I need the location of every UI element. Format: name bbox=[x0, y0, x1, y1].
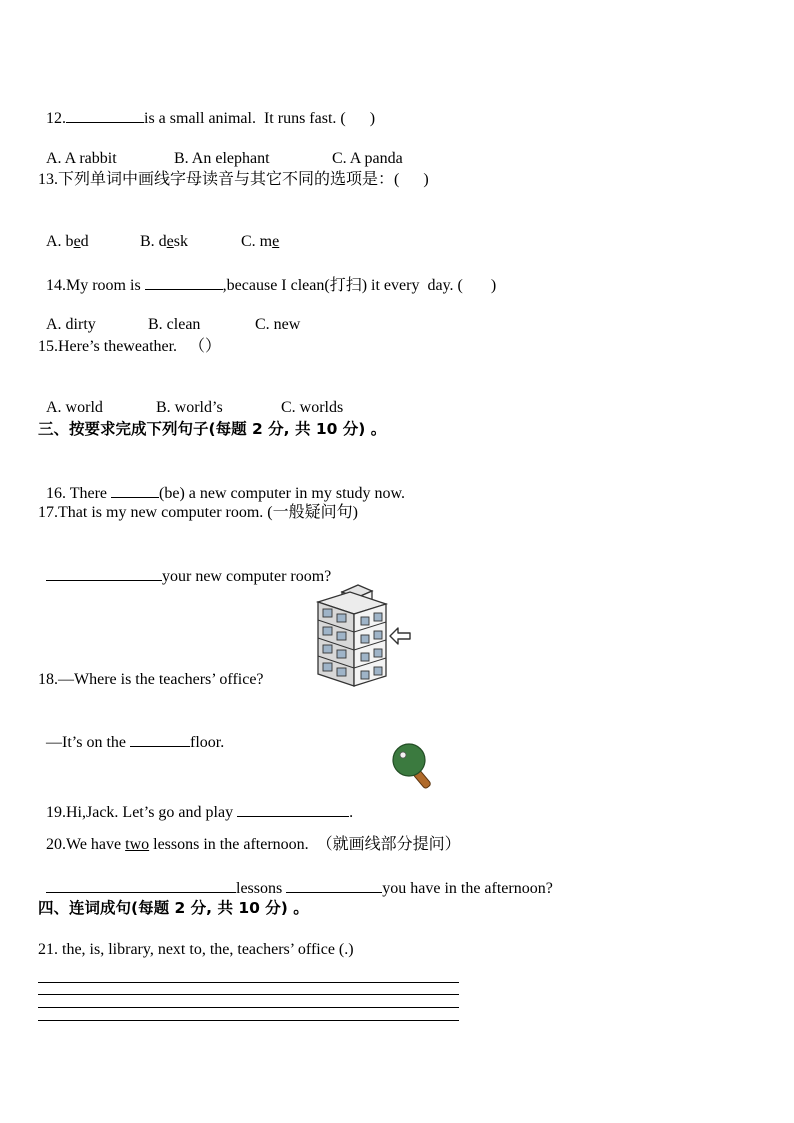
option-b[interactable]: B. An elephant bbox=[174, 150, 270, 167]
options-12 bbox=[38, 129, 403, 169]
option-b[interactable]: B. clean bbox=[148, 316, 201, 333]
question-number: 12. bbox=[46, 110, 66, 127]
building-icon bbox=[312, 582, 414, 688]
section-3-heading: 三、按要求完成下列句子(每题 2 分, 共 10 分) 。 bbox=[38, 420, 387, 438]
option-a[interactable]: A. world bbox=[46, 399, 103, 416]
question-text: is a small animal. It runs fast. ( ) bbox=[144, 110, 376, 127]
question-19: 19.Hi,Jack. Let’s go and play . bbox=[38, 781, 353, 823]
answer-blank[interactable] bbox=[66, 107, 144, 123]
options-15 bbox=[38, 378, 343, 418]
answer-line[interactable] bbox=[38, 1007, 459, 1008]
answer-18: —It’s on the floor. bbox=[38, 711, 224, 753]
answer-line[interactable] bbox=[38, 1020, 459, 1021]
option-a[interactable]: A. bed bbox=[46, 233, 89, 250]
question-14 bbox=[38, 254, 496, 296]
question-15: 15.Here’s theweather. （） bbox=[38, 338, 222, 355]
question-13: 13.下列单词中画线字母读音与其它不同的选项是：( ) bbox=[38, 171, 429, 188]
answer-line[interactable] bbox=[38, 982, 459, 983]
question-text: ,because I clean(打扫) it every day. ( ) bbox=[222, 277, 497, 294]
underlined-letter: e bbox=[166, 233, 174, 250]
options-14 bbox=[38, 295, 300, 335]
question-20: 20.We have two lessons in the afternoon. （就画线部分提问） bbox=[46, 836, 461, 853]
option-b[interactable]: B. desk bbox=[140, 233, 189, 250]
question-prefix: 14.My room is bbox=[46, 277, 145, 294]
answer-blank[interactable] bbox=[145, 274, 223, 290]
answer-line[interactable] bbox=[38, 994, 459, 995]
question-16: 16. There (be) a new computer in my study now. bbox=[38, 462, 405, 504]
option-c[interactable]: C. new bbox=[255, 316, 301, 333]
answer-blank[interactable] bbox=[46, 565, 162, 581]
underlined-letter: e bbox=[272, 233, 280, 250]
answer-blank[interactable] bbox=[111, 482, 159, 498]
option-a[interactable]: A. dirty bbox=[46, 316, 96, 333]
option-b[interactable]: B. world’s bbox=[156, 399, 223, 416]
ping-pong-paddle-icon bbox=[388, 742, 440, 792]
answer-blank[interactable] bbox=[130, 731, 190, 747]
option-c[interactable]: C. me bbox=[241, 233, 280, 250]
answer-blank-1[interactable] bbox=[46, 877, 236, 893]
answer-17: your new computer room? bbox=[38, 545, 331, 587]
option-c[interactable]: C. A panda bbox=[332, 150, 403, 167]
option-a[interactable]: A. A rabbit bbox=[46, 150, 117, 167]
underlined-word: two bbox=[125, 836, 150, 853]
answer-20: lessons you have in the afternoon? bbox=[38, 857, 553, 899]
question-17: 17.That is my new computer room. (一般疑问句) bbox=[38, 504, 358, 521]
options-13 bbox=[38, 212, 279, 252]
question-21: 21. the, is, library, next to, the, teachers’ office (.) bbox=[38, 941, 354, 958]
question-12 bbox=[38, 87, 375, 129]
section-4-heading: 四、连词成句(每题 2 分, 共 10 分) 。 bbox=[38, 899, 309, 917]
question-18: 18.—Where is the teachers’ office? bbox=[38, 671, 264, 688]
answer-blank-2[interactable] bbox=[286, 877, 382, 893]
underlined-letter: e bbox=[73, 233, 81, 250]
option-c[interactable]: C. worlds bbox=[281, 399, 344, 416]
